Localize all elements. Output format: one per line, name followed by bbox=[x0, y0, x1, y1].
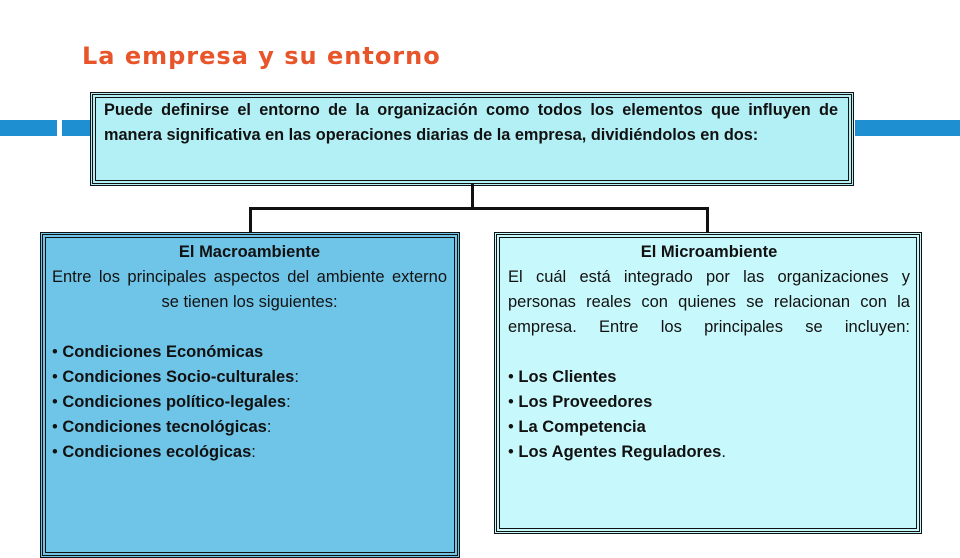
macroambiente-content bbox=[52, 240, 447, 465]
macro-list-item bbox=[52, 415, 447, 440]
macro-list-item bbox=[52, 440, 447, 465]
item-label: La Competencia bbox=[518, 418, 646, 436]
item-label: Condiciones ecológicas bbox=[62, 443, 252, 461]
microambiente-heading: El Microambiente bbox=[640, 243, 778, 261]
spacer bbox=[52, 315, 447, 340]
macro-list-item bbox=[52, 340, 447, 365]
micro-list-item bbox=[508, 440, 910, 465]
accent-bar-right bbox=[855, 120, 960, 136]
macroambiente-heading: El Macroambiente bbox=[178, 243, 321, 261]
connector-left-drop bbox=[249, 207, 252, 234]
connector-stem bbox=[471, 183, 474, 209]
accent-bar-mid bbox=[62, 120, 92, 136]
bullet-glyph: • bbox=[508, 368, 514, 386]
micro-list-item bbox=[508, 365, 910, 390]
microambiente-intro: El cuál está integrado por las organizaciones y personas reales con quienes se relacionan con la empresa. Entre los principales se incluyen: bbox=[508, 268, 910, 336]
definition-text: Puede definirse el entorno de la organización como todos los elementos que influyen de manera significativa en las operaciones diarias de la empresa, dividiéndolos en dos: bbox=[104, 101, 838, 144]
bullet-glyph: • bbox=[52, 418, 58, 436]
item-suffix: : bbox=[251, 443, 256, 461]
bullet-glyph: • bbox=[52, 343, 58, 361]
item-label: Condiciones Socio-culturales bbox=[62, 368, 295, 386]
item-label: Condiciones político-legales bbox=[62, 393, 287, 411]
accent-bar-left bbox=[0, 120, 57, 136]
microambiente-content bbox=[508, 240, 910, 465]
item-label: Los Proveedores bbox=[518, 393, 653, 411]
bullet-glyph: • bbox=[52, 393, 58, 411]
spacer bbox=[508, 340, 910, 365]
connector-right-drop bbox=[706, 207, 709, 234]
item-label: Condiciones tecnológicas bbox=[62, 418, 267, 436]
bullet-glyph: • bbox=[508, 393, 514, 411]
item-suffix: : bbox=[286, 393, 291, 411]
macroambiente-intro: Entre los principales aspectos del ambiente externo se tienen los siguientes: bbox=[52, 268, 447, 311]
micro-list-item bbox=[508, 390, 910, 415]
connector-horizontal bbox=[249, 207, 709, 210]
macro-list-item bbox=[52, 365, 447, 390]
slide-title: La empresa y su entorno bbox=[82, 42, 441, 70]
bullet-glyph: • bbox=[508, 418, 514, 436]
macro-list-item bbox=[52, 390, 447, 415]
bullet-glyph: • bbox=[52, 368, 58, 386]
bullet-glyph: • bbox=[52, 443, 58, 461]
item-label: Los Clientes bbox=[518, 368, 617, 386]
item-label: Los Agentes Reguladores bbox=[518, 443, 722, 461]
micro-list-item bbox=[508, 415, 910, 440]
bullet-glyph: • bbox=[508, 443, 514, 461]
item-label: Condiciones Económicas bbox=[62, 343, 264, 361]
item-suffix: : bbox=[294, 368, 299, 386]
item-suffix: : bbox=[266, 418, 272, 436]
item-suffix: . bbox=[721, 443, 726, 461]
